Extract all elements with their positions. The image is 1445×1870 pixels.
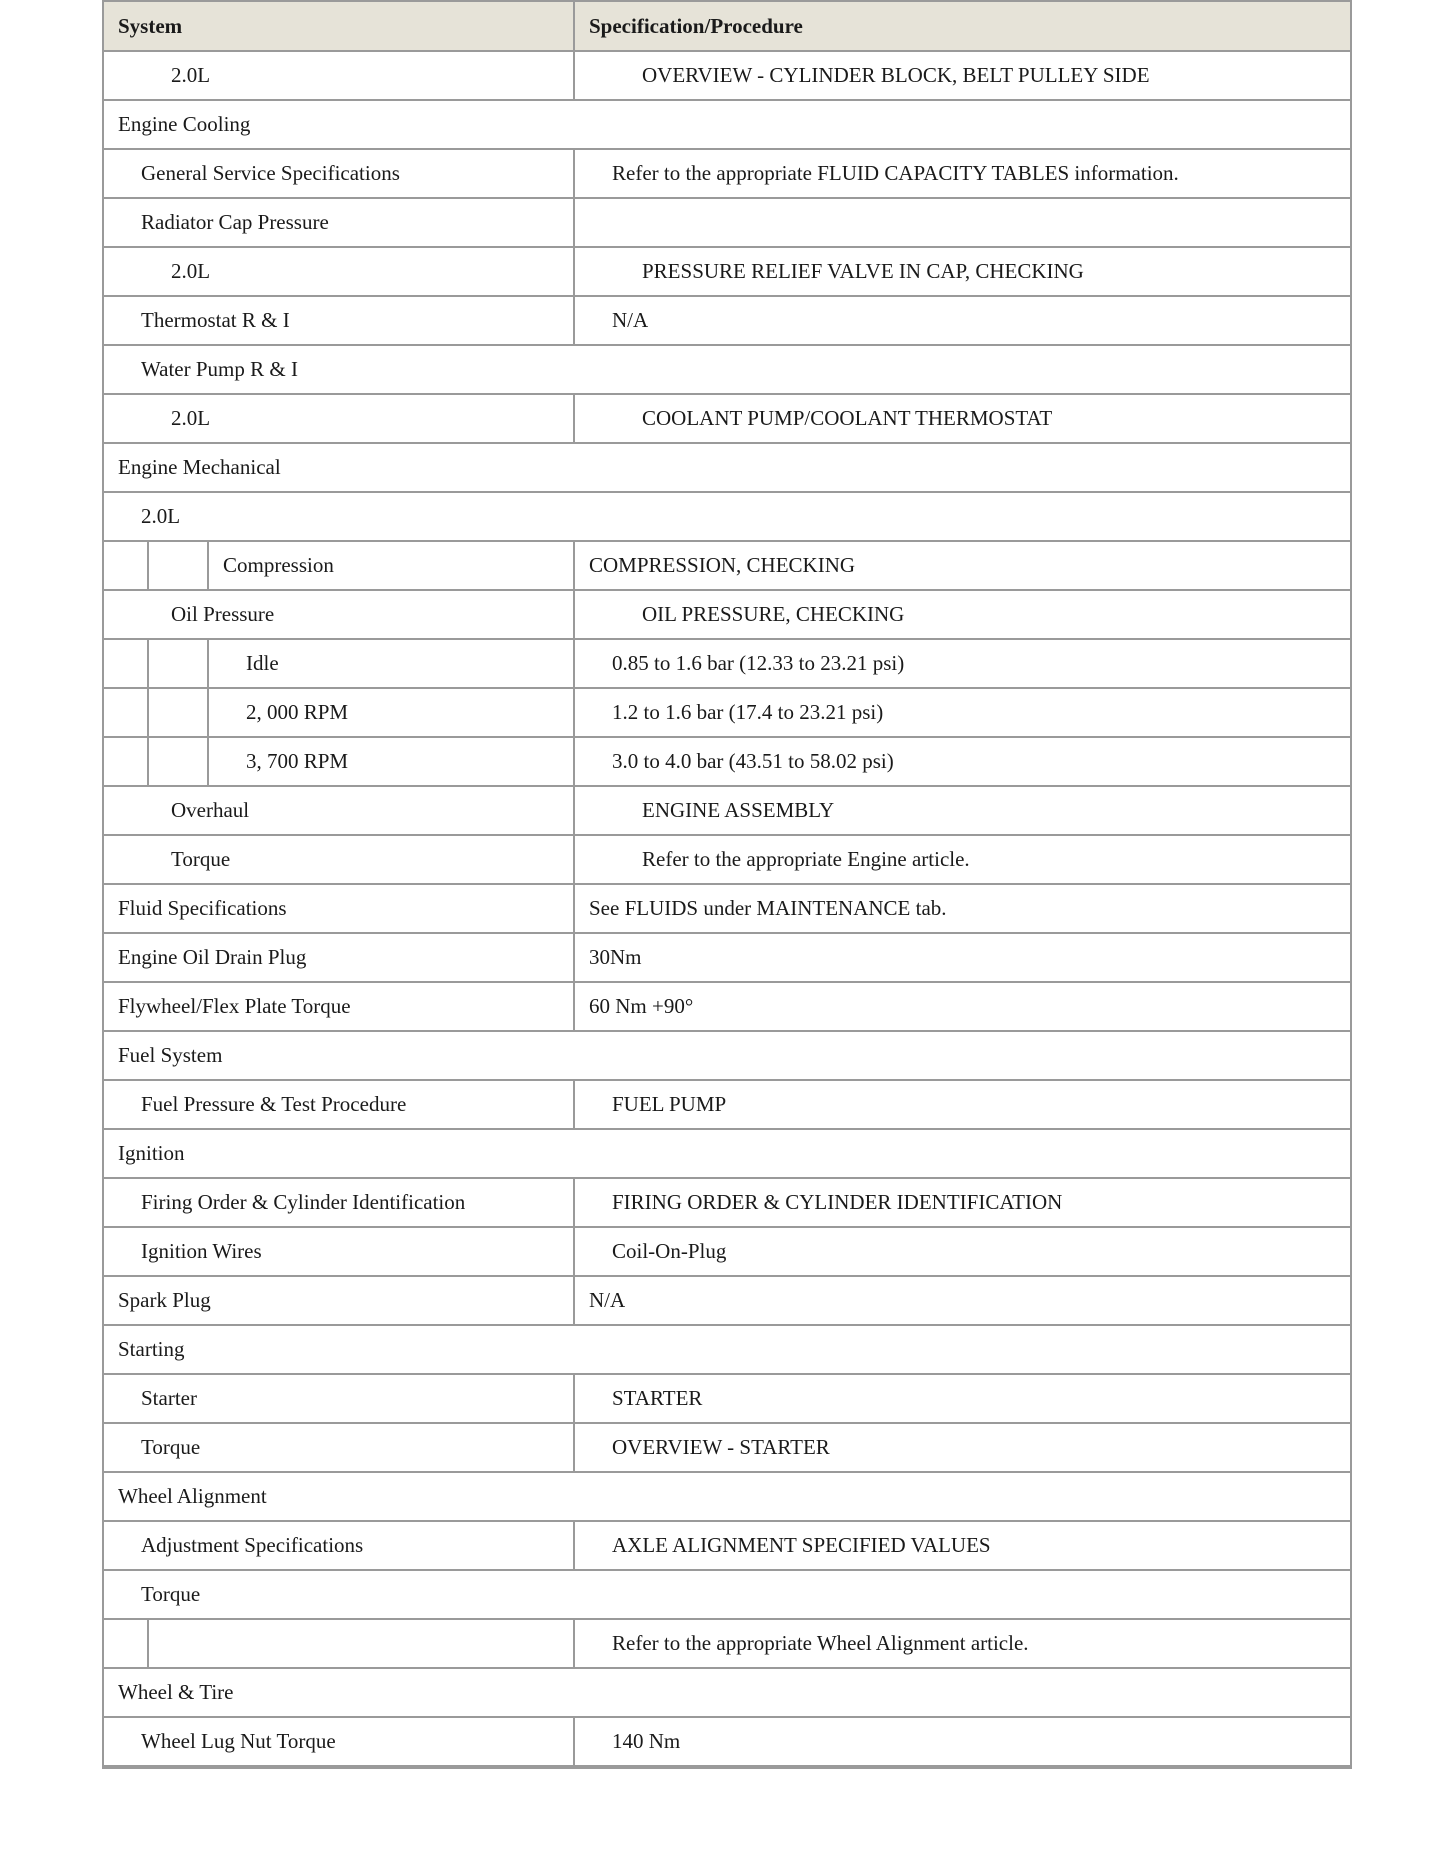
spec-cell: 30Nm <box>573 934 1350 981</box>
header-system: System <box>118 13 183 38</box>
spec-cell: 3.0 to 4.0 bar (43.51 to 58.02 psi) <box>573 738 1350 785</box>
table-row <box>104 197 1350 246</box>
table-row <box>104 148 1350 197</box>
spec-cell: 60 Nm +90° <box>573 983 1350 1030</box>
table-bottom-border <box>104 1765 1350 1767</box>
section-title: Wheel Alignment <box>118 1484 267 1508</box>
spec-cell: N/A <box>573 297 1350 344</box>
system-cell: Thermostat R & I <box>141 308 290 332</box>
section-row <box>104 1471 1350 1520</box>
table-row <box>104 1716 1350 1765</box>
spec-cell: Refer to the appropriate FLUID CAPACITY TABLES information. <box>573 150 1350 197</box>
section-row <box>104 1128 1350 1177</box>
subsection-row <box>104 344 1350 393</box>
table-row <box>104 540 1350 589</box>
section-title: Wheel & Tire <box>118 1680 234 1704</box>
spec-cell: AXLE ALIGNMENT SPECIFIED VALUES <box>573 1522 1350 1569</box>
system-cell: 2.0L <box>171 63 211 87</box>
system-cell: Ignition Wires <box>141 1239 262 1263</box>
spec-cell: STARTER <box>573 1375 1350 1422</box>
table-row <box>104 736 1350 785</box>
spec-cell: PRESSURE RELIEF VALVE IN CAP, CHECKING <box>573 248 1350 295</box>
section-row <box>104 442 1350 491</box>
spec-cell: COMPRESSION, CHECKING <box>573 542 1350 589</box>
table-row <box>104 932 1350 981</box>
system-cell: 2.0L <box>171 259 211 283</box>
section-title: Ignition <box>118 1141 185 1165</box>
spec-cell: Refer to the appropriate Wheel Alignment article. <box>573 1620 1350 1667</box>
system-cell: Compression <box>223 553 334 577</box>
system-cell: Engine Oil Drain Plug <box>118 945 307 969</box>
table-row <box>104 246 1350 295</box>
system-cell: 3, 700 RPM <box>246 749 349 773</box>
table-row <box>104 834 1350 883</box>
spec-cell: N/A <box>573 1277 1350 1324</box>
section-title: Fuel System <box>118 1043 223 1067</box>
header-spec: Specification/Procedure <box>573 2 1350 50</box>
spec-cell: 0.85 to 1.6 bar (12.33 to 23.21 psi) <box>573 640 1350 687</box>
table-row <box>104 393 1350 442</box>
section-row <box>104 1324 1350 1373</box>
spec-cell: Refer to the appropriate Engine article. <box>573 836 1350 883</box>
table-row <box>104 1373 1350 1422</box>
system-cell: Idle <box>246 651 279 675</box>
table-row <box>104 981 1350 1030</box>
table-row <box>104 1520 1350 1569</box>
spec-cell: 1.2 to 1.6 bar (17.4 to 23.21 psi) <box>573 689 1350 736</box>
system-cell: Oil Pressure <box>171 602 275 626</box>
spec-cell <box>573 199 1350 246</box>
system-cell: 2.0L <box>171 406 211 430</box>
system-cell: Radiator Cap Pressure <box>141 210 329 234</box>
spec-cell: FIRING ORDER & CYLINDER IDENTIFICATION <box>573 1179 1350 1226</box>
section-title: Starting <box>118 1337 185 1361</box>
spec-cell: OVERVIEW - CYLINDER BLOCK, BELT PULLEY SIDE <box>573 52 1350 99</box>
table-row <box>104 1275 1350 1324</box>
system-cell: Wheel Lug Nut Torque <box>141 1729 336 1753</box>
subsection-row <box>104 1569 1350 1618</box>
spec-cell: ENGINE ASSEMBLY <box>573 787 1350 834</box>
system-cell: Starter <box>141 1386 197 1410</box>
spec-cell: Coil-On-Plug <box>573 1228 1350 1275</box>
subsection-title: Torque <box>141 1582 201 1606</box>
system-cell: General Service Specifications <box>141 161 400 185</box>
section-title: Engine Cooling <box>118 112 251 136</box>
section-row <box>104 1667 1350 1716</box>
system-cell: Firing Order & Cylinder Identification <box>141 1190 466 1214</box>
spec-cell: COOLANT PUMP/COOLANT THERMOSTAT <box>573 395 1350 442</box>
section-title: Engine Mechanical <box>118 455 281 479</box>
table-row <box>104 638 1350 687</box>
table-row <box>104 1618 1350 1667</box>
table-row <box>104 589 1350 638</box>
spec-cell: FUEL PUMP <box>573 1081 1350 1128</box>
spec-cell: OIL PRESSURE, CHECKING <box>573 591 1350 638</box>
system-cell: Torque <box>141 1435 201 1459</box>
subsection-title: Water Pump R & I <box>141 357 298 381</box>
system-cell: Adjustment Specifications <box>141 1533 364 1557</box>
table-row <box>104 785 1350 834</box>
system-cell: Torque <box>171 847 231 871</box>
table-row <box>104 1226 1350 1275</box>
system-cell: Flywheel/Flex Plate Torque <box>118 994 351 1018</box>
table-row <box>104 50 1350 99</box>
table-row <box>104 1079 1350 1128</box>
system-cell: Fluid Specifications <box>118 896 287 920</box>
table-row <box>104 295 1350 344</box>
system-cell: Fuel Pressure & Test Procedure <box>141 1092 407 1116</box>
table-row <box>104 1422 1350 1471</box>
subsection-title: 2.0L <box>141 504 181 528</box>
subsection-row <box>104 491 1350 540</box>
spec-cell: See FLUIDS under MAINTENANCE tab. <box>573 885 1350 932</box>
spec-table <box>102 0 1352 1769</box>
system-cell: 2, 000 RPM <box>246 700 349 724</box>
spec-cell: OVERVIEW - STARTER <box>573 1424 1350 1471</box>
system-cell: Overhaul <box>171 798 250 822</box>
table-header-row <box>104 0 1350 50</box>
system-cell: Spark Plug <box>118 1288 211 1312</box>
table-row <box>104 687 1350 736</box>
table-row <box>104 1177 1350 1226</box>
section-row <box>104 1030 1350 1079</box>
spec-cell: 140 Nm <box>573 1718 1350 1765</box>
section-row <box>104 99 1350 148</box>
table-row <box>104 883 1350 932</box>
